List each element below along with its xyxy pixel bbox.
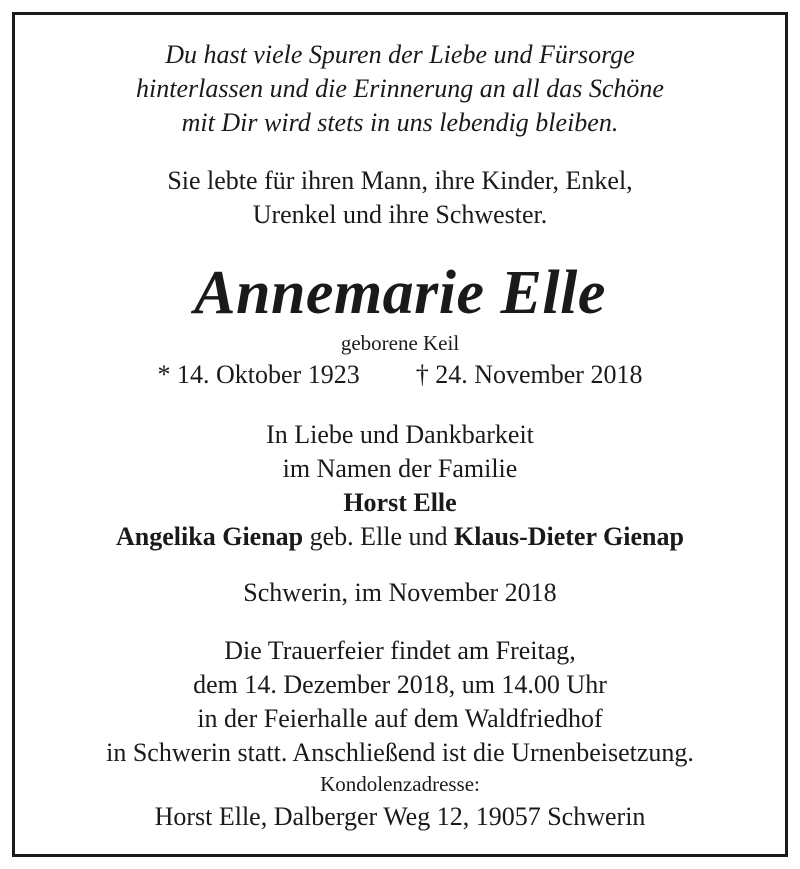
- funeral-line-2: dem 14. Dezember 2018, um 14.00 Uhr: [193, 670, 607, 699]
- verse-line-1: Du hast viele Spuren der Liebe und Fürsorge: [165, 40, 635, 69]
- place-date: Schwerin, im November 2018: [243, 578, 557, 607]
- maiden-name: geborene Keil: [340, 331, 460, 355]
- tribute-line-2: Urenkel und ihre Schwester.: [252, 200, 548, 229]
- verse-line-2: hinterlassen und die Erinnerung an all das Schöne: [136, 74, 664, 103]
- funeral-line-1: Die Trauerfeier findet am Freitag,: [224, 636, 576, 665]
- family-member-2-suffix: geb. Elle und: [303, 522, 455, 551]
- funeral-line-4: in Schwerin statt. Anschließend ist die Urnenbeisetzung.: [106, 738, 694, 767]
- condolence-label: Kondolenzadresse:: [320, 772, 480, 796]
- birth-date: * 14. Oktober 1923: [157, 360, 360, 389]
- family-members-line: [0, 522, 800, 552]
- family-intro-1: In Liebe und Dankbarkeit: [266, 420, 534, 449]
- life-dates: [0, 360, 800, 390]
- funeral-line-3: in der Feierhalle auf dem Waldfriedhof: [197, 704, 603, 733]
- family-member-1: [0, 488, 800, 518]
- deceased-name: Annemarie Elle: [194, 259, 606, 327]
- tribute-line-1: Sie lebte für ihren Mann, ihre Kinder, Enkel,: [167, 166, 633, 195]
- family-member-2-name: Angelika Gienap: [116, 522, 304, 551]
- family-member-1-name: Horst Elle: [343, 488, 457, 517]
- death-date: † 24. November 2018: [415, 360, 643, 389]
- family-intro-2: im Namen der Familie: [282, 454, 518, 483]
- condolence-address: Horst Elle, Dalberger Weg 12, 19057 Schwerin: [154, 802, 646, 831]
- verse-line-3: mit Dir wird stets in uns lebendig bleiben.: [181, 108, 619, 137]
- family-member-3-name: Klaus-Dieter Gienap: [454, 522, 684, 551]
